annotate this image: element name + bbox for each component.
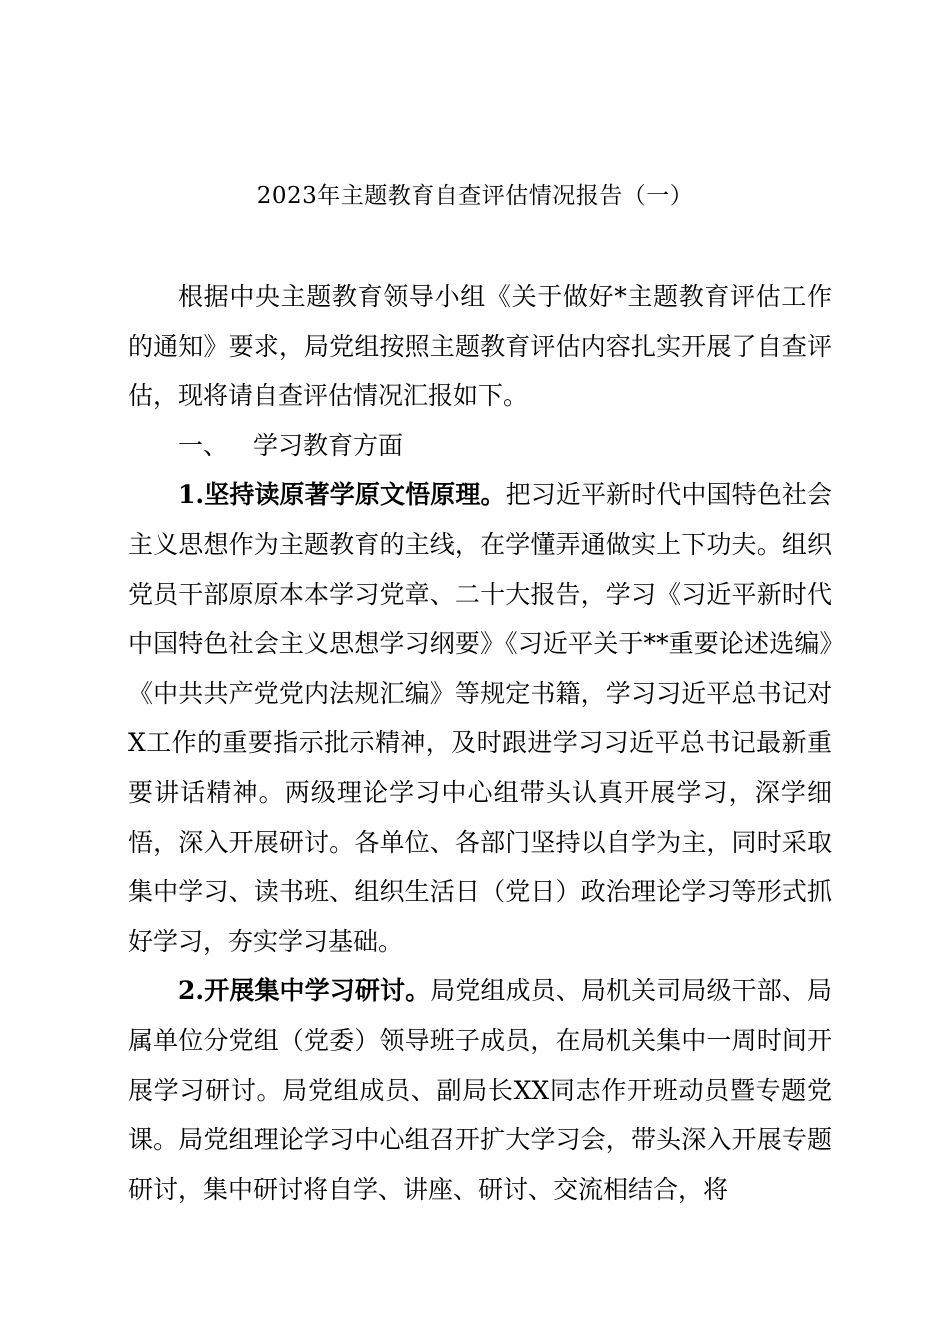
section-number: 一、 [178, 430, 229, 460]
item-lead-1: 1.坚持读原著学原文悟原理。 [178, 480, 506, 510]
intro-paragraph: 根据中央主题教育领导小组《关于做好*主题教育评估工作的通知》要求，局党组按照主题教育评估内容扎实开展了自查评估，现将请自查评估情况汇报如下。 [128, 282, 832, 411]
item-paragraph-2 [128, 966, 832, 1214]
item-text-2: 局党组成员、局机关司局级干部、局属单位分党组（党委）领导班子成员，在局机关集中一周时间开展学习研讨。局党组成员、副局长XX同志作开班动员暨专题党课。局党组理论学习中心组召开扩大学习会，带头深入开展专题研讨，集中研讨将自学、讲座、研讨、交流相结合，将 [128, 976, 832, 1204]
item-paragraph-1 [128, 470, 832, 966]
document-body [128, 272, 832, 1214]
document-title: 2023年主题教育自查评估情况报告（一） [256, 183, 694, 209]
item-lead-2: 2.开展集中学习研讨。 [178, 976, 431, 1006]
section-title: 学习教育方面 [253, 430, 404, 460]
section-heading [128, 421, 832, 471]
item-text-1: 把习近平新时代中国特色社会主义思想作为主题教育的主线，在学懂弄通做实上下功夫。组织党员干部原原本本学习党章、二十大报告，学习《习近平新时代中国特色社会主义思想学习纲要》《习近平关于**重要论述选编》《中共共产党党内法规汇编》等规定书籍，学习习近平总书记对X工作的重要指示批示精神，及时跟进学习习近平总书记最新重要讲话精神。两级理论学习中心组带头认真开展学习，深学细悟，深入开展研讨。各单位、各部门坚持以自学为主，同时采取集中学习、读书班、组织生活日（党日）政治理论学习等形式抓好学习，夯实学习基础。 [128, 480, 832, 956]
